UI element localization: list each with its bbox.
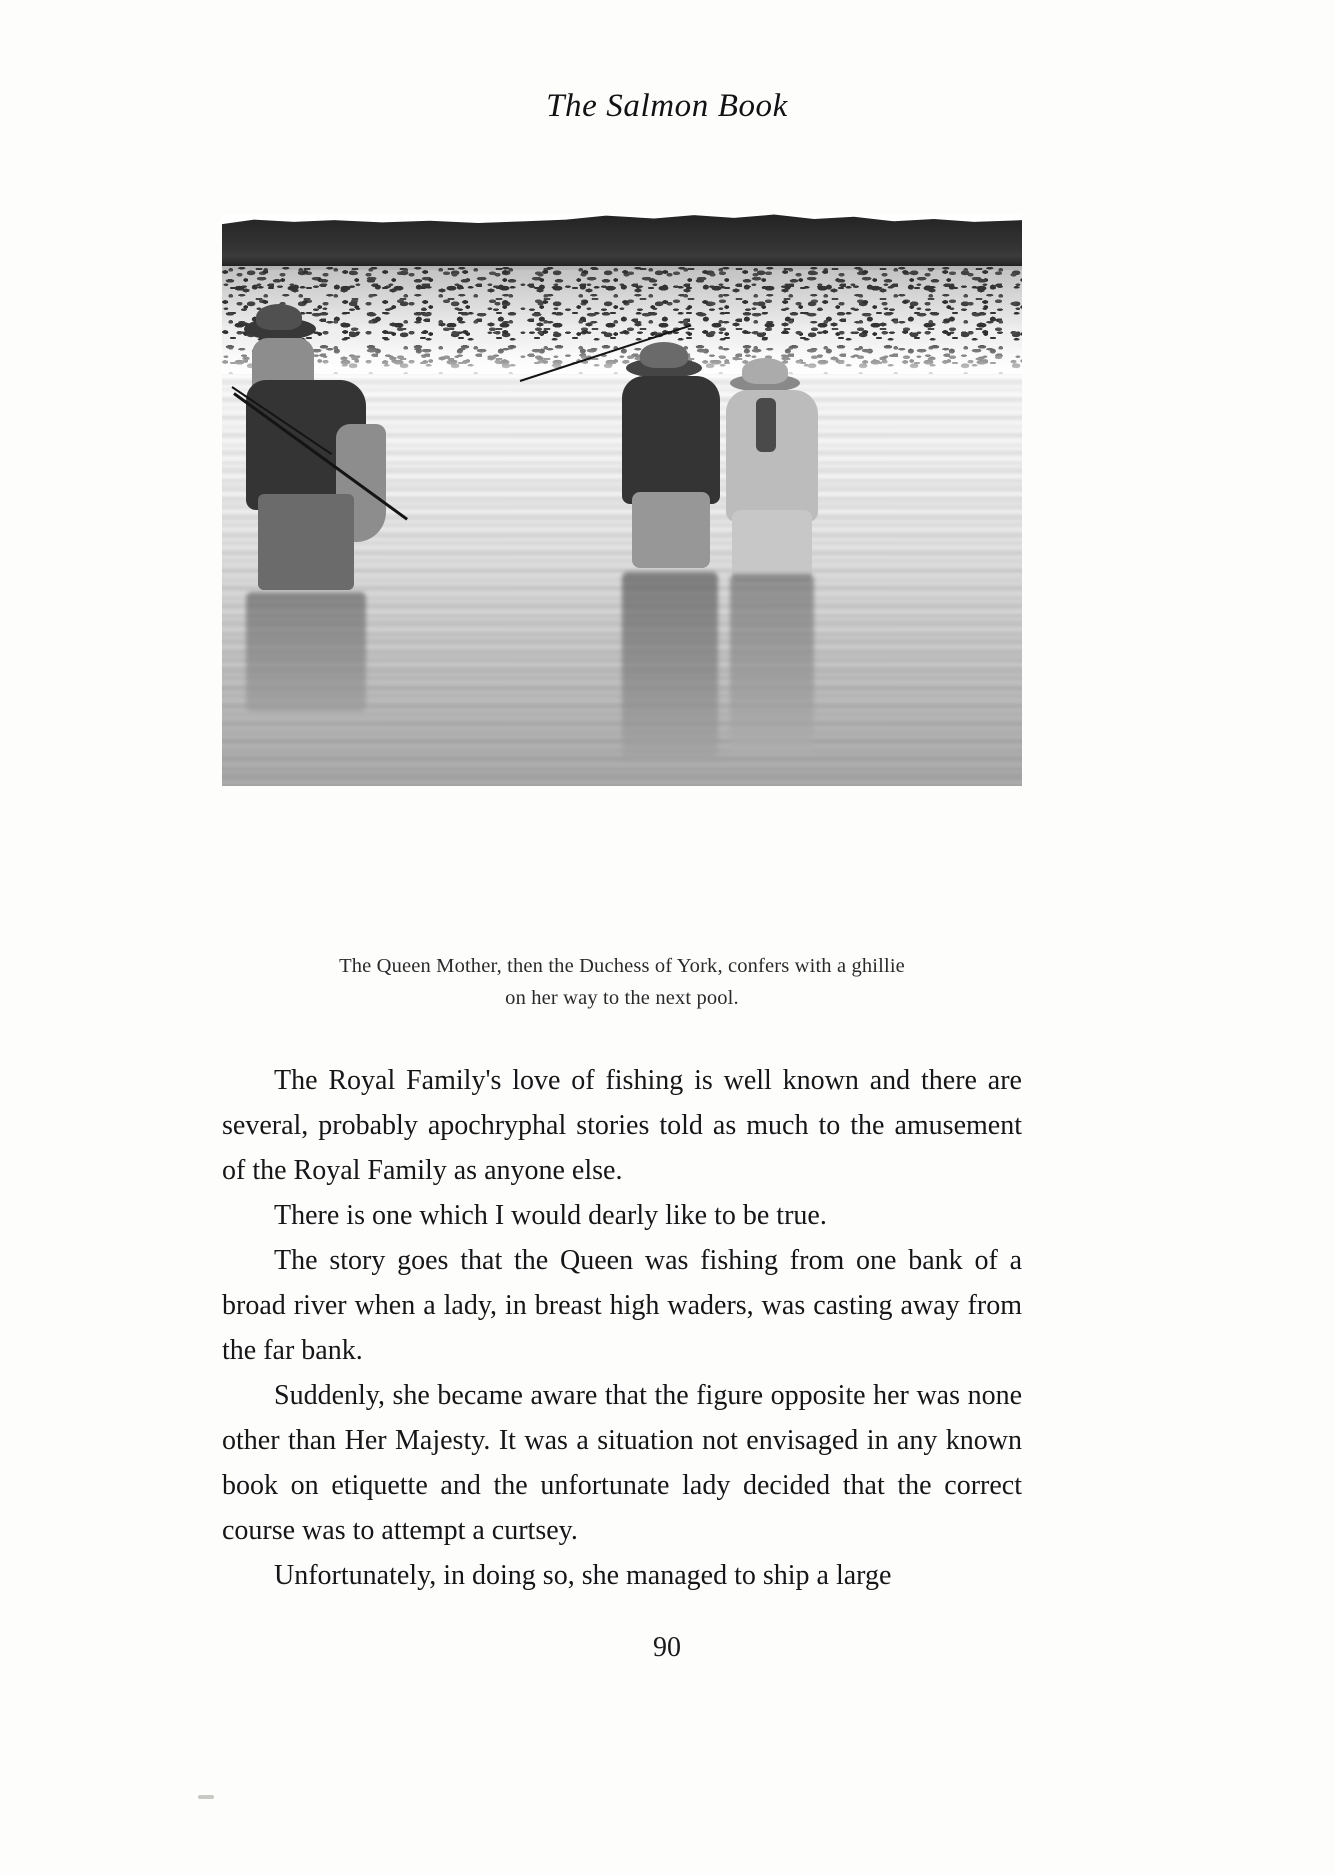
caption-line-1: The Queen Mother, then the Duchess of York, confers with a ghillie bbox=[339, 955, 905, 977]
paragraph-3: The story goes that the Queen was fishing from one bank of a broad river when a lady, in breast high waders, was casting away from the far bank. bbox=[222, 1245, 1022, 1366]
paragraph-5: Unfortunately, in doing so, she managed to ship a large bbox=[274, 1560, 892, 1591]
reflection-woman bbox=[730, 574, 814, 754]
body-text bbox=[222, 1058, 1022, 1598]
figure-woman-right bbox=[726, 358, 836, 574]
caption-line-2: on her way to the next pool. bbox=[505, 987, 739, 1009]
figure-photograph bbox=[222, 214, 1022, 786]
paragraph-1: The Royal Family's love of fishing is well known and there are several, probably apochryphal stories told as much to the amusement of the Royal Family as anyone else. bbox=[222, 1065, 1022, 1186]
ghillie-hat-crown bbox=[256, 304, 302, 330]
man-coat bbox=[622, 376, 720, 504]
reflection-man bbox=[622, 572, 718, 762]
scan-speckle bbox=[198, 1795, 214, 1799]
figure-ghillie-left bbox=[236, 304, 396, 554]
woman-skirt bbox=[732, 510, 812, 582]
paragraph-4: Suddenly, she became aware that the figure opposite her was none other than Her Majesty. It was a situation not envisaged in any known book on etiquette and the unfortunate lady decided that the correct course was to attempt a curtsey. bbox=[222, 1380, 1022, 1546]
page-number: 90 bbox=[653, 1632, 681, 1663]
figure-caption bbox=[222, 950, 1022, 1014]
reflection-ghillie bbox=[246, 592, 366, 712]
man-waders bbox=[632, 492, 710, 568]
running-head-title: The Salmon Book bbox=[546, 88, 788, 124]
treeline-band bbox=[222, 214, 1022, 270]
man-hat-crown bbox=[640, 342, 688, 368]
ghillie-waders bbox=[258, 494, 354, 590]
paragraph-2: There is one which I would dearly like to be true. bbox=[274, 1200, 827, 1231]
woman-hat-crown bbox=[742, 358, 788, 384]
figure-man-centre bbox=[620, 342, 740, 572]
woman-scarf bbox=[756, 398, 776, 452]
photo-image bbox=[222, 214, 1022, 786]
